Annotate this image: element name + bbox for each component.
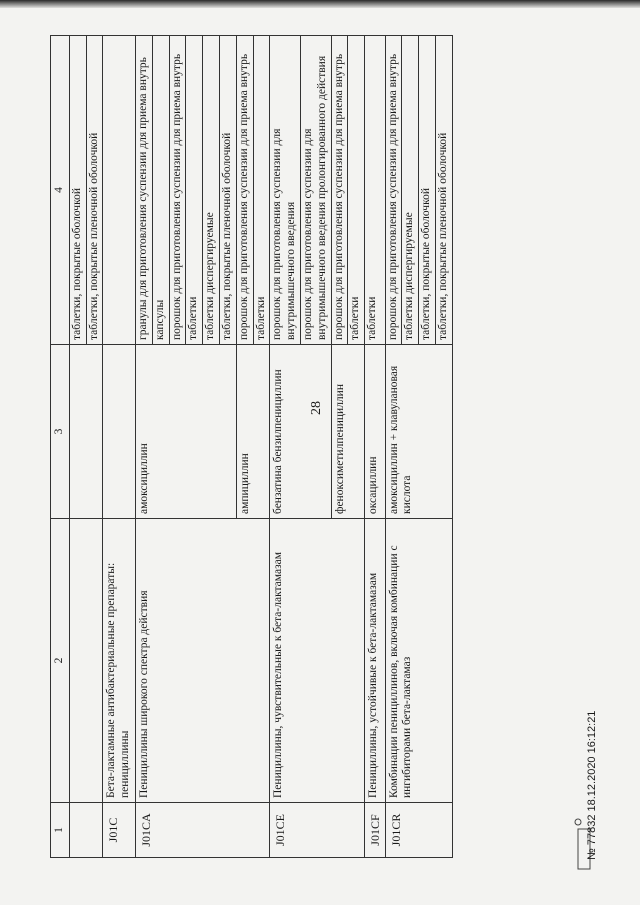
- table-row: [103, 36, 136, 858]
- drug-name-cell: амоксициллин + клавулановая кислота: [385, 345, 452, 519]
- dosage-form-cell: порошок для приготовления суспензии для приема внутрь: [331, 36, 348, 345]
- atc-code-cell: J01C: [103, 803, 136, 858]
- dosage-form-cell: гранулы для приготовления суспензии для приема внутрь: [135, 36, 152, 345]
- dosage-form-cell: таблетки: [186, 36, 203, 345]
- dosage-form-cell: таблетки диспергируемые: [203, 36, 220, 345]
- dosage-form-cell: таблетки: [253, 36, 270, 345]
- header-col-1: 1: [51, 803, 70, 858]
- drug-name-cell: ампициллин: [236, 345, 270, 519]
- page-number: 28: [309, 401, 324, 415]
- rotated-table-container: [50, 38, 595, 858]
- header-col-2: 2: [51, 519, 70, 803]
- drug-name-cell: оксациллин: [365, 345, 385, 519]
- dosage-form-cell: порошок для приготовления суспензии для приема внутрь: [385, 36, 402, 345]
- dosage-form-cell: порошок для приготовления суспензии для приема внутрь: [169, 36, 186, 345]
- dosage-form-cell: таблетки: [365, 36, 385, 345]
- dosage-form-cell: таблетки, покрытые оболочкой: [69, 36, 86, 345]
- atc-code-cell: J01CE: [270, 803, 365, 858]
- atc-group-name-cell: Пенициллины широкого спектра действия: [135, 519, 269, 803]
- dosage-form-cell: таблетки: [348, 36, 365, 345]
- dosage-form-cell: таблетки, покрытые оболочкой: [419, 36, 436, 345]
- dosage-form-cell: таблетки диспергируемые: [402, 36, 419, 345]
- atc-code-cell: J01CF: [365, 803, 385, 858]
- atc-group-name-cell: Пенициллины, чувствительные к бета-лактамазам: [270, 519, 365, 803]
- dosage-form-cell: таблетки, покрытые пленочной оболочкой: [219, 36, 236, 345]
- header-col-4: 4: [51, 36, 70, 345]
- atc-code-cell: [69, 803, 103, 858]
- drug-name-cell: [69, 345, 103, 519]
- table-row: [385, 36, 402, 858]
- drug-name-cell: амоксициллин: [135, 345, 236, 519]
- dosage-form-cell: капсулы: [152, 36, 169, 345]
- table-row: [69, 36, 86, 858]
- dosage-form-cell: порошок для приготовления суспензии для приема внутрь: [236, 36, 253, 345]
- table-row: [365, 36, 385, 858]
- atc-group-name-cell: Комбинации пенициллинов, включая комбинации с ингибиторами бета-лактамаз: [385, 519, 452, 803]
- atc-drug-table: [50, 35, 453, 858]
- drug-name-cell: [103, 345, 136, 519]
- scan-edge: [0, 0, 640, 8]
- atc-group-name-cell: [69, 519, 103, 803]
- dosage-form-cell: таблетки, покрытые пленочной оболочкой: [435, 36, 452, 345]
- dosage-form-cell: [103, 36, 136, 345]
- atc-group-name-cell: Пенициллины, устойчивые к бета-лактамазам: [365, 519, 385, 803]
- table-body: [69, 36, 452, 858]
- header-col-3: 3: [51, 345, 70, 519]
- footer-registration: № 77832 18.12.2020 16:12:21: [586, 710, 598, 860]
- dosage-form-cell: порошок для приготовления суспензии для внутримышечного введения пролонгированного действия: [300, 36, 331, 345]
- atc-group-name-cell: Бета-лактамные антибактериальные препараты: пенициллины: [103, 519, 136, 803]
- dosage-form-cell: порошок для приготовления суспензии для внутримышечного введения: [270, 36, 301, 345]
- dosage-form-cell: таблетки, покрытые пленочной оболочкой: [86, 36, 103, 345]
- drug-name-cell: феноксиметилпенициллин: [331, 345, 365, 519]
- drug-name-cell: бензатина бензилпенициллин: [270, 345, 331, 519]
- atc-code-cell: J01CA: [135, 803, 269, 858]
- table-row: [270, 36, 301, 858]
- atc-code-cell: J01CR: [385, 803, 452, 858]
- table-row: [135, 36, 152, 858]
- header-row: [51, 36, 70, 858]
